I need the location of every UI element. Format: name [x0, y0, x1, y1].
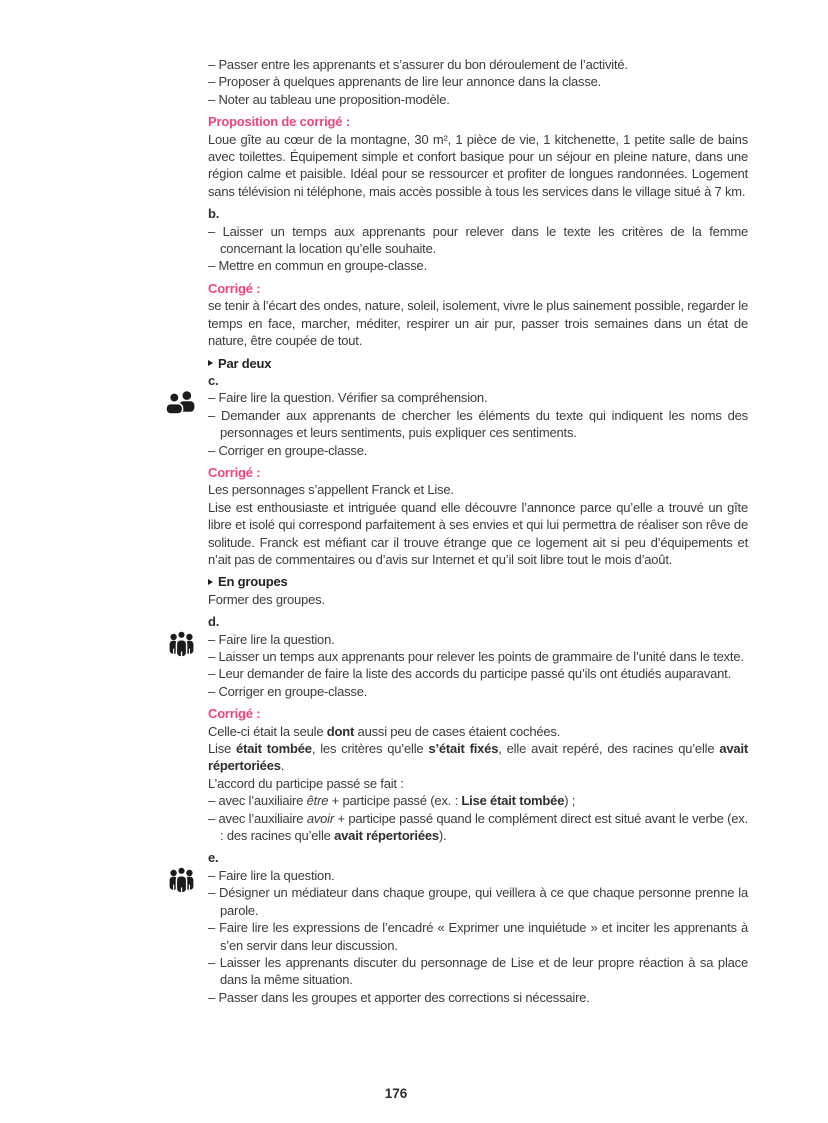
- bullet-dash: –: [208, 649, 219, 664]
- text-segment: Loue gîte au cœur de la montagne, 30 m², 1 pièce de vie, 1 kitchenette, 1 petite salle de bains avec toilettes. Équipement simple et confort basique pour un séjour en pleine nature, dans une région calme et paisible. Idéal pour se ressourcer et profiter de longues randonnées. Logement sans télévision ni téléphone, mais accès possible à tous les services dans le village situé à 7 km.: [208, 131, 748, 199]
- paragraph: [208, 740, 748, 775]
- bullet-list: [208, 867, 748, 1006]
- text-segment: Faire lire la question.: [218, 631, 335, 647]
- bullet-dash: –: [208, 442, 219, 458]
- text-segment: Faire lire la question. Vérifier sa compréhension.: [218, 390, 488, 406]
- bullet-dash: –: [208, 407, 222, 423]
- bullet-dash: –: [208, 74, 219, 90]
- text-segment: ) ;: [564, 793, 576, 809]
- bullet-dash: –: [208, 91, 219, 107]
- bullet-dash: –: [208, 390, 219, 406]
- text-segment: + participe passé quand le complément direct est situé avant le verbe (ex. : des racines qu’elle: [220, 810, 748, 844]
- list-item: [208, 389, 748, 406]
- text-segment: Corriger en groupe-classe.: [218, 683, 368, 699]
- page-number: 176: [384, 1086, 408, 1101]
- list-item: [208, 665, 748, 682]
- answer-key-heading: Corrigé :: [208, 280, 261, 296]
- bullet-dash: –: [208, 631, 219, 647]
- bullet-list: [208, 56, 748, 108]
- list-item: [208, 792, 748, 809]
- list-item: [208, 954, 748, 989]
- text-segment: Demander aux apprenants de chercher les éléments du texte qui indiquent les noms des personnages et leurs sentiments, puis expliquer ces sentiments.: [220, 407, 748, 441]
- arrow-icon: [208, 360, 213, 366]
- text-segment: Former des groupes.: [208, 591, 325, 607]
- text-segment: Proposer à quelques apprenants de lire leur annonce dans la classe.: [218, 74, 602, 90]
- text-segment: Désigner un médiateur dans chaque groupe, qui veillera à ce que chaque personne prenne la parole.: [219, 885, 748, 918]
- activity-mode-label: En groupes: [218, 574, 288, 590]
- text-segment: Laisser les apprenants discuter du personnage de Lise et de leur propre réaction à sa place dans la même situation.: [219, 954, 748, 988]
- list-item: [208, 223, 748, 258]
- text-segment: Noter au tableau une proposition-modèle.: [218, 91, 450, 107]
- paragraph: [208, 131, 748, 201]
- text-segment: Faire lire les expressions de l’encadré « Exprimer une inquiétude » et inciter les apprenants à s’en servir dans leur discussion.: [219, 920, 748, 953]
- text-segment: était tombée: [236, 741, 312, 757]
- bullet-list: [208, 631, 748, 701]
- text-segment: Mettre en commun en groupe-classe.: [218, 258, 427, 274]
- bullet-dash: –: [208, 57, 219, 72]
- paragraph: [208, 591, 748, 608]
- bullet-dash: –: [208, 867, 219, 883]
- bullet-dash: –: [208, 223, 223, 239]
- text-segment: Lise est enthousiaste et intriguée quand elle découvre l’annonce parce qu’elle a trouvé un gîte libre et isolé qui correspond parfaitement à ses envies et qui lui permettra de réaliser son rêve de solitude. Franck est méfiant car il trouve étrange que ce logement ait si peu d’équipements et n’ait pas de commentaires ou d’avis sur Internet et qu’il soit libre tout le mois d’août.: [208, 499, 748, 567]
- section-letter: d.: [208, 614, 220, 630]
- section-letter: c.: [208, 372, 219, 388]
- text-segment: Laisser un temps aux apprenants pour relever dans le texte les critères de la femme concernant la location qu’elle souhaite.: [220, 223, 748, 257]
- bullet-dash: –: [208, 258, 219, 274]
- list-item: [208, 407, 748, 442]
- paragraph: [208, 499, 748, 569]
- text-segment: L’accord du participe passé se fait :: [208, 775, 404, 791]
- text-segment: se tenir à l’écart des ondes, nature, soleil, isolement, vivre le plus sainement possible, regarder le temps en face, marcher, méditer, respirer un air pur, passer trois semaines dans un état de nature, être coupée de tout.: [208, 298, 748, 349]
- paragraph: [208, 775, 748, 792]
- text-segment: Les personnages s’appellent Franck et Lise.: [208, 482, 454, 498]
- bullet-dash: –: [208, 793, 219, 809]
- section-letter: e.: [208, 850, 219, 866]
- arrow-icon: [208, 579, 213, 585]
- text-segment: Passer dans les groupes et apporter des corrections si nécessaire.: [218, 989, 590, 1005]
- text-segment: Celle-ci était la seule: [208, 723, 327, 739]
- list-item: [208, 73, 748, 90]
- text-segment: s’était fixés: [428, 741, 499, 757]
- activity-mode-heading: [208, 573, 748, 590]
- content-column: [208, 56, 748, 1006]
- section-letter: b.: [208, 206, 220, 222]
- text-segment: avait répertoriées: [208, 741, 749, 774]
- answer-key-heading: Corrigé :: [208, 706, 261, 722]
- paragraph: [208, 723, 748, 740]
- list-item: [208, 884, 748, 919]
- text-segment: être: [306, 793, 329, 809]
- text-segment: aussi peu de cases étaient cochées.: [354, 723, 561, 739]
- text-segment: Lise était tombée: [461, 793, 565, 809]
- list-item: [208, 91, 748, 108]
- text-segment: ).: [438, 828, 447, 844]
- text-segment: Corriger en groupe-classe.: [218, 442, 368, 458]
- bullet-dash: –: [208, 666, 219, 682]
- list-item: [208, 867, 748, 884]
- text-segment: + participe passé (ex. :: [328, 793, 462, 809]
- text-segment: avoir: [306, 810, 334, 826]
- bullet-dash: –: [208, 989, 219, 1005]
- paragraph: [208, 481, 748, 498]
- answer-key-heading: Corrigé :: [208, 464, 261, 480]
- text-segment: , les critères qu’elle: [311, 741, 429, 757]
- list-item: [208, 442, 748, 459]
- text-segment: .: [280, 758, 285, 774]
- list-item: [208, 56, 748, 73]
- text-segment: avec l’auxiliaire: [218, 793, 307, 809]
- list-item: [208, 631, 748, 648]
- text-segment: Lise: [208, 741, 237, 757]
- group-people-icon: [163, 629, 199, 660]
- activity-mode-label: Par deux: [218, 355, 272, 371]
- list-item: [208, 683, 748, 700]
- text-segment: avec l’auxiliaire: [218, 810, 307, 826]
- bullet-list: [208, 223, 748, 275]
- pair-people-icon: [162, 390, 198, 414]
- text-segment: Faire lire la question.: [218, 867, 335, 883]
- bullet-dash: –: [208, 810, 219, 826]
- list-item: [208, 648, 748, 665]
- bullet-list: [208, 389, 748, 459]
- text-segment: Leur demander de faire la liste des accords du participe passé qu’ils ont étudiés auparavant.: [218, 666, 732, 682]
- text-segment: Laisser un temps aux apprenants pour relever les points de grammaire de l’unité dans le texte.: [218, 649, 744, 664]
- text-segment: avait répertoriées: [334, 828, 439, 844]
- activity-mode-heading: [208, 355, 748, 372]
- list-item: [208, 810, 748, 845]
- bullet-list: [208, 792, 748, 844]
- answer-key-heading: Proposition de corrigé :: [208, 114, 350, 130]
- text-segment: , elle avait repéré, des racines qu’elle: [498, 741, 720, 757]
- list-item: [208, 989, 748, 1006]
- group-people-icon: [163, 865, 199, 896]
- bullet-dash: –: [208, 885, 220, 901]
- bullet-dash: –: [208, 920, 220, 936]
- list-item: [208, 257, 748, 274]
- text-segment: dont: [326, 723, 355, 739]
- paragraph: [208, 297, 748, 349]
- bullet-dash: –: [208, 954, 220, 970]
- list-item: [208, 919, 748, 954]
- bullet-dash: –: [208, 683, 219, 699]
- text-segment: Passer entre les apprenants et s’assurer du bon déroulement de l’activité.: [218, 57, 628, 72]
